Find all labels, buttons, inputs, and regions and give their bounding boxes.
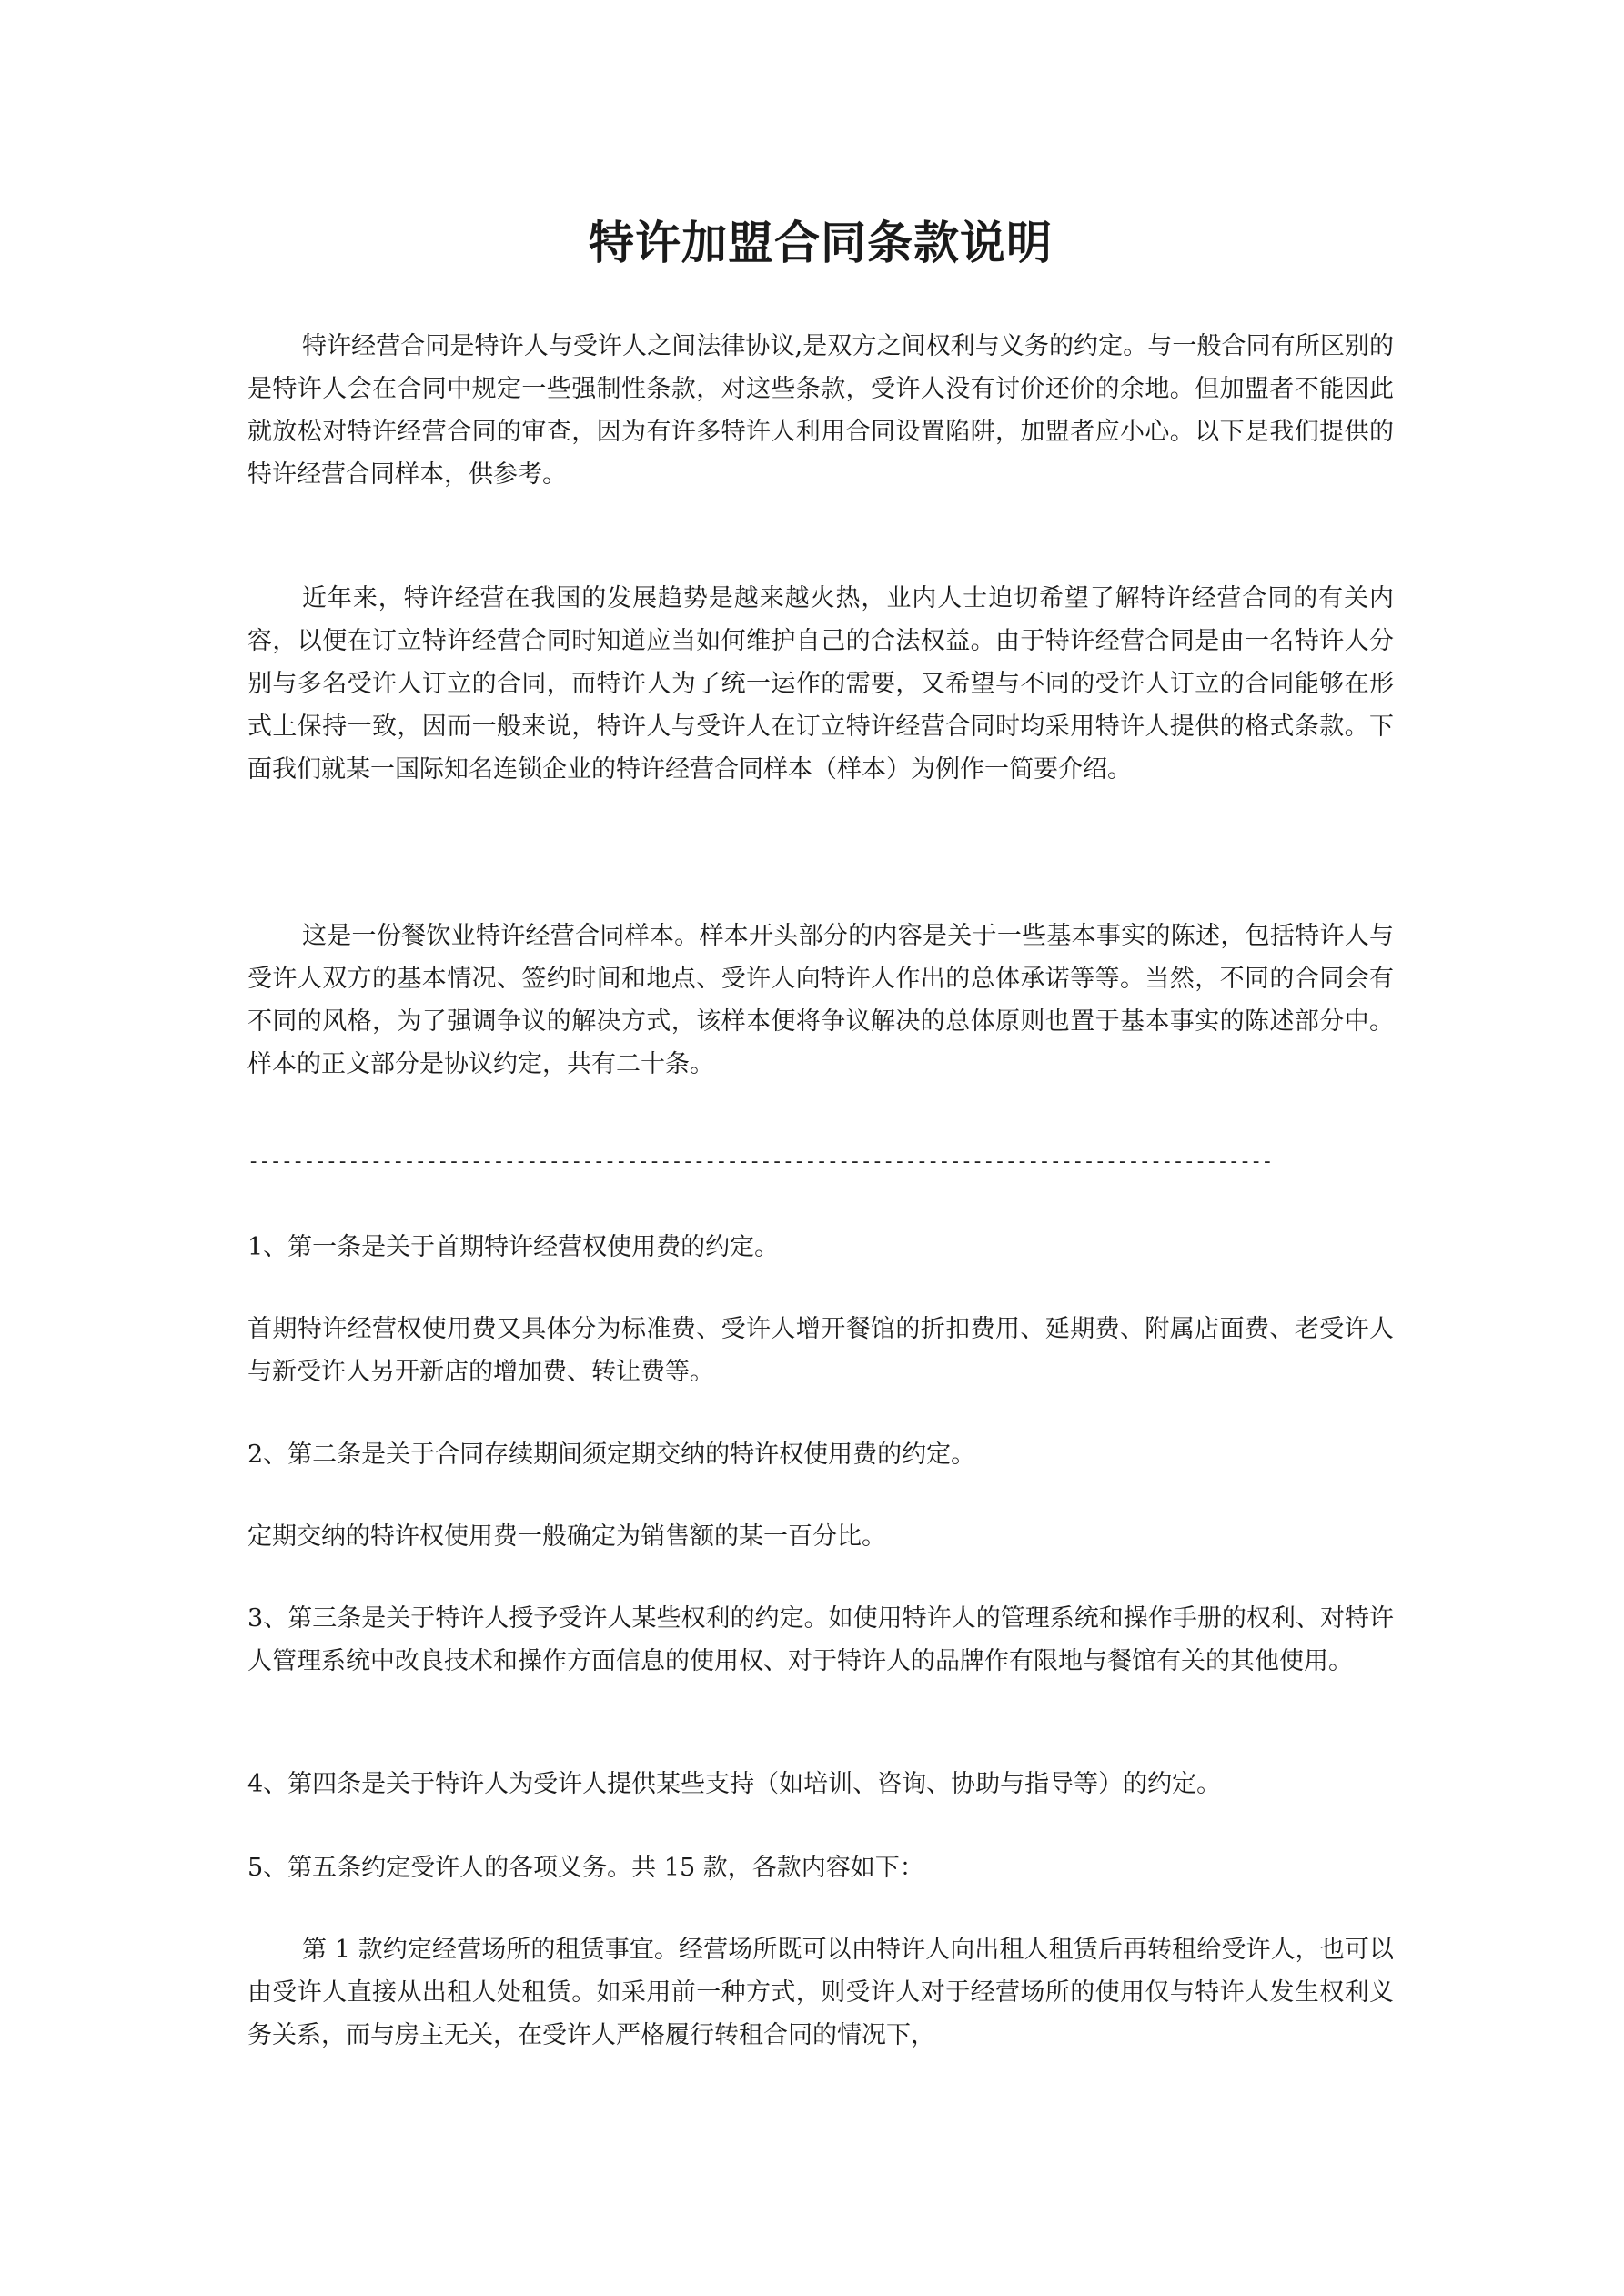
sample-overview-paragraph: 这是一份餐饮业特许经营合同样本。样本开头部分的内容是关于一些基本事实的陈述，包括特许人与受许人双方的基本情况、签约时间和地点、受许人向特许人作出的总体承诺等等。当然，不同的合同会有不同的风格，为了强调争议的解决方式，该样本便将争议解决的总体原则也置于基本事实的陈述部分中。样本的正文部分是协议约定，共有二十条。 (247, 922, 1394, 1078)
clause-3-paragraph: 3、第三条是关于特许人授予受许人某些权利的约定。如使用特许人的管理系统和操作手册的权利、对特许人管理系统中改良技术和操作方面信息的使用权、对于特许人的品牌作有限地与餐馆有关的其他使用。 (247, 1604, 1394, 1675)
section-divider: -------------------------------------------------------------------------------------------- (247, 1150, 1273, 1173)
clause-2-heading: 2、第二条是关于合同存续期间须定期交纳的特许权使用费的约定。 (247, 1441, 976, 1469)
clause-4-paragraph: 4、第四条是关于特许人为受许人提供某些支持（如培训、咨询、协助与指导等）的约定。 (247, 1770, 1222, 1798)
intro-paragraph: 特许经营合同是特许人与受许人之间法律协议,是双方之间权利与义务的约定。与一般合同有所区别的是特许人会在合同中规定一些强制性条款，对这些条款，受许人没有讨价还价的余地。但加盟者不能因此就放松对特许经营合同的审查，因为有许多特许人利用合同设置陷阱，加盟者应小心。以下是我们提供的特许经营合同样本，供参考。 (247, 332, 1394, 489)
clause-2-detail: 定期交纳的特许权使用费一般确定为销售额的某一百分比。 (247, 1522, 886, 1551)
clause-5-heading: 5、第五条约定受许人的各项义务。共 15 款，各款内容如下： (247, 1854, 924, 1882)
clause-1-heading: 1、第一条是关于首期特许经营权使用费的约定。 (247, 1233, 780, 1261)
document-title: 特许加盟合同条款说明 (589, 216, 1053, 269)
background-paragraph: 近年来，特许经营在我国的发展趋势是越来越火热，业内人士迫切希望了解特许经营合同的有关内容，以便在订立特许经营合同时知道应当如何维护自己的合法权益。由于特许经营合同是由一名特许人分别与多名受许人订立的合同，而特许人为了统一运作的需要，又希望与不同的受许人订立的合同能够在形式上保持一致，因而一般来说，特许人与受许人在订立特许经营合同时均采用特许人提供的格式条款。下面我们就某一国际知名连锁企业的特许经营合同样本（样本）为例作一简要介绍。 (247, 584, 1394, 784)
clause-5-item-1: 第 1 款约定经营场所的租赁事宜。经营场所既可以由特许人向出租人租赁后再转租给受许人，也可以由受许人直接从出租人处租赁。如采用前一种方式，则受许人对于经营场所的使用仅与特许人发生权利义务关系，而与房主无关，在受许人严格履行转租合同的情况下， (247, 1936, 1394, 2049)
clause-1-detail: 首期特许经营权使用费又具体分为标准费、受许人增开餐馆的折扣费用、延期费、附属店面费、老受许人与新受许人另开新店的增加费、转让费等。 (247, 1315, 1394, 1386)
